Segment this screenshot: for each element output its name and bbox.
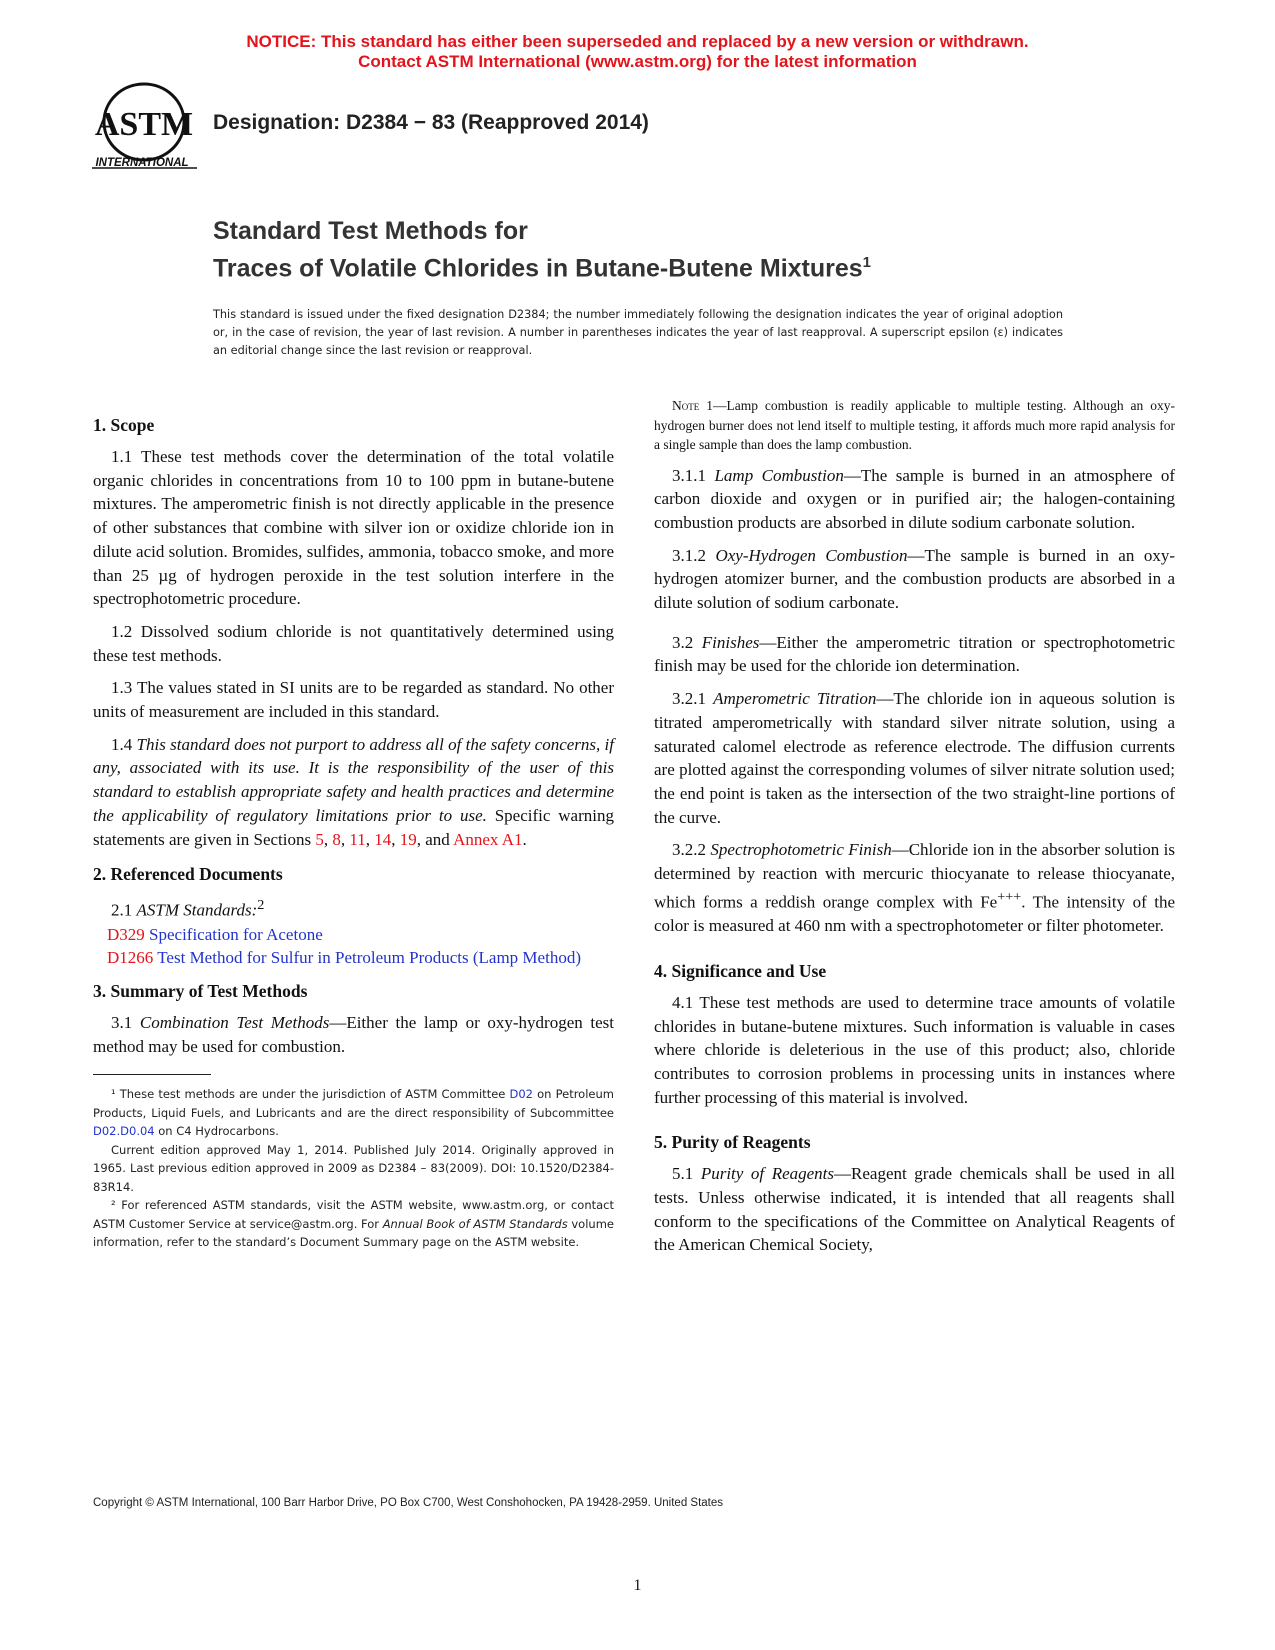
para-3-1-2 (654, 544, 1175, 615)
fn2-text-b: volume information, refer to the standard’s Document Summary page on the ASTM website. (93, 1216, 614, 1250)
note-1 (654, 396, 1175, 455)
ref-doc-d329[interactable] (93, 923, 614, 947)
section-link-19[interactable]: 19 (399, 829, 417, 849)
para-3-2-1-rest: —The chloride ion in aqueous solution is titrated amperometrically with standard silver nitrate solution, using a saturated calomel electrode as reference electrode. The diffusion currents are plotted against the corresponding volumes of silver nitrate solution used; the end point is taken as the intersection of the two straight-line portions of the curve. (654, 689, 1175, 827)
page-number: 1 (633, 1577, 642, 1594)
para-5-1-title: Purity of Reagents (700, 1164, 835, 1184)
fn1-text-a: ¹ These test methods are under the jurisdiction of ASTM Committee (111, 1087, 510, 1102)
ref-doc-title[interactable]: Specification for Acetone (149, 924, 323, 944)
section-link-14[interactable]: 14 (374, 829, 392, 849)
fn1-text-c: on C4 Hydrocarbons. (154, 1124, 279, 1139)
para-3-2-rest: —Either the amperometric titration or spectrophotometric finish may be used for the chloride ion determination. (654, 632, 1176, 676)
astm-logo-icon (92, 80, 202, 180)
astm-standards-label: ASTM Standards: (136, 900, 258, 920)
ref-doc-d1266[interactable] (93, 946, 614, 970)
para-3-1 (93, 1011, 614, 1058)
document-title (213, 215, 871, 284)
para-3-2 (654, 631, 1175, 678)
para-1-4-rest: Specific warning statements are given in Sections (93, 805, 614, 849)
section-3-heading: 3. Summary of Test Methods (93, 981, 308, 1002)
para-5-1-num: 5.1 (672, 1164, 701, 1184)
ref-doc-code[interactable]: D1266 (107, 948, 154, 968)
para-1-3: 1.3 The values stated in SI units are to be regarded as standard. No other units of measurement are included in this standard. (93, 678, 614, 722)
para-3-2-2-end: . The intensity of the color is measured at 460 nm with a spectrophotometer or filter photometer. (654, 892, 1175, 936)
title-footnote-ref[interactable]: 1 (862, 254, 872, 271)
right-column (654, 396, 1175, 1266)
title-line-1: Standard Test Methods for (213, 217, 528, 245)
para-5-1-rest: —Reagent grade chemicals shall be used in all tests. Unless otherwise indicated, it is intended that all reagents shall conform to the specifications of the Committee on Analytical Reagents of the American Chemical Society, (654, 1164, 1175, 1255)
para-3-2-2-rest: —Chloride ion in the absorber solution is determined by reaction with mercuric thiocyanate to release thiocyanate, which forms a reddish orange complex with Fe (654, 840, 1176, 912)
para-3-1-num: 3.1 (111, 1013, 140, 1033)
section-link-5[interactable]: 5 (315, 829, 324, 849)
logo-caption: INTERNATIONAL (95, 157, 189, 169)
left-column (93, 414, 614, 1252)
section-2-heading: 2. Referenced Documents (93, 864, 283, 885)
note-1-text: —Lamp combustion is readily applicable to multiple testing. Although an oxy-hydrogen burner does not lend itself to multiple testing, it affords much more rapid analysis for a single sample than does the lamp combustion. (654, 398, 1175, 452)
issue-statement: This standard is issued under the fixed designation D2384; the number immediately following the designation indicates the year of original adoption or, in the case of revision, the year of last revision. A number in parentheses indicates the year of last reapproval. A superscript epsilon (ε) indicates an editorial change since the last revision or reapproval. (213, 308, 1063, 357)
para-1-4: 1.4 This standard does not purport to address all of the safety concerns, if any, associated with its use. It is the responsibility of the user of this standard to establish appropriate safety and health practices and determine the applicability of regulatory limitations prior to use. Specific warning statements are given in Sections 5, 8, 11, 14, 19, and Annex A1. (93, 734, 614, 849)
fn1-text-b: on Petroleum Products, Liquid Fuels, and Lubricants and are the direct responsibility of Subcommittee (93, 1087, 614, 1120)
para-3-2-1 (654, 687, 1175, 829)
section-1-heading: 1. Scope (93, 415, 155, 435)
para-3-2-1-num: 3.2.1 (672, 689, 714, 709)
committee-link[interactable]: D02 (509, 1087, 533, 1102)
para-3-1-1-rest: —The sample is burned in an atmosphere of carbon dioxide and oxygen or in purified air; the halogen-containing combustion products are absorbed in dilute sodium carbonate solution. (654, 465, 1175, 532)
notice-banner (0, 32, 1275, 72)
note-1-label: Note 1 (672, 398, 713, 413)
subcommittee-link[interactable]: D02.D0.04 (93, 1124, 155, 1139)
para-3-2-2-title: Spectrophotometric Finish (710, 840, 892, 860)
fn2-text-a: ² For referenced ASTM standards, visit the ASTM website, www.astm.org, or contact ASTM Customer Service at service@astm.org. For (93, 1198, 614, 1231)
para-3-2-2-num: 3.2.2 (672, 840, 711, 860)
para-3-1-2-num: 3.1.2 (672, 545, 716, 565)
annex-link[interactable]: Annex A1 (453, 829, 523, 849)
title-line-2 (213, 247, 871, 284)
ferric-charge: +++ (997, 888, 1022, 905)
footnote-1-edition: Current edition approved May 1, 2014. Published July 2014. Originally approved in 1965. Last previous edition approved in 2009 as D2384 – 83(2009). DOI: 10.1520/D2384-83R14. (93, 1142, 614, 1194)
para-3-2-1-title: Amperometric Titration (713, 689, 877, 709)
section-link-8[interactable]: 8 (332, 829, 341, 849)
para-2-1 (93, 894, 614, 922)
safety-caveat: This standard does not purport to address all of the safety concerns, if any, associated with its use. It is the responsibility of the user of this standard to establish appropriate safety and health practices and determine the applicability of regulatory limitations prior to use. (93, 734, 614, 825)
para-1-1: 1.1 These test methods cover the determination of the total volatile organic chlorides in concentrations from 10 to 100 ppm in butane-butene mixtures. The amperometric finish is not directly applicable in the presence of other substances that combine with silver ion or oxidize chloride ion in dilute acid solution. Bromides, sulfides, ammonia, tobacco smoke, and more than 25 µg of hydrogen peroxide in the test solution interfere in the spectrophotometric procedure. (93, 447, 614, 609)
para-1-4-num: 1.4 (111, 734, 137, 754)
para-3-2-2 (654, 838, 1175, 937)
notice-line-2: Contact ASTM International (www.astm.org) for the latest information (358, 52, 917, 71)
para-3-1-2-title: Oxy-Hydrogen Combustion (715, 545, 908, 565)
para-3-2-num: 3.2 (672, 632, 702, 652)
footnote-divider (93, 1074, 211, 1075)
para-3-1-1-title: Lamp Combustion (714, 465, 844, 485)
para-2-1-num: 2.1 (111, 900, 137, 920)
para-3-1-title: Combination Test Methods (139, 1013, 330, 1033)
section-link-11[interactable]: 11 (349, 829, 366, 849)
fn2-italic: Annual Book of ASTM Standards (382, 1216, 568, 1231)
designation: Designation: D2384 − 83 (Reapproved 2014) (213, 111, 649, 134)
section-4-heading: 4. Significance and Use (654, 960, 827, 981)
para-3-1-rest: —Either the lamp or oxy-hydrogen test method may be used for combustion. (93, 1013, 615, 1056)
para-1-4-end: . (522, 829, 527, 849)
para-3-1-1 (654, 464, 1175, 535)
footnote-2 (93, 1196, 614, 1252)
para-4-1: 4.1 These test methods are used to determine trace amounts of volatile chlorides in butane-butene mixtures. Such information is valuable in cases where chloride is deleterious in the use of this product; also, chloride contributes to corrosion problems in processing units in instances where further processing of this material is involved. (654, 992, 1175, 1107)
notice-line-1: NOTICE: This standard has either been superseded and replaced by a new version or withdrawn. (246, 32, 1029, 51)
para-3-1-2-rest: —The sample is burned in an oxy-hydrogen atomizer burner, and the combustion products are absorbed in a dilute solution of sodium carbonate. (654, 545, 1175, 613)
copyright-line: Copyright © ASTM International, 100 Barr Harbor Drive, PO Box C700, West Conshohocken, PA 19428-2959. United States (93, 1497, 724, 1509)
and-word: and (425, 829, 450, 849)
para-3-2-title: Finishes (701, 632, 760, 652)
title-line-2-text: Traces of Volatile Chlorides in Butane-Butene Mixtures (213, 254, 863, 283)
para-5-1 (654, 1162, 1175, 1257)
para-3-1-1-num: 3.1.1 (672, 465, 715, 485)
ref-doc-code[interactable]: D329 (107, 924, 145, 944)
footnote-ref-2[interactable]: 2 (257, 897, 265, 914)
logo-letters: ASTM (94, 106, 194, 143)
section-5-heading: 5. Purity of Reagents (654, 1132, 811, 1153)
para-1-2: 1.2 Dissolved sodium chloride is not quantitatively determined using these test methods. (93, 621, 614, 665)
ref-doc-title[interactable]: Test Method for Sulfur in Petroleum Products (Lamp Method) (157, 948, 581, 968)
footnote-1 (93, 1085, 614, 1141)
